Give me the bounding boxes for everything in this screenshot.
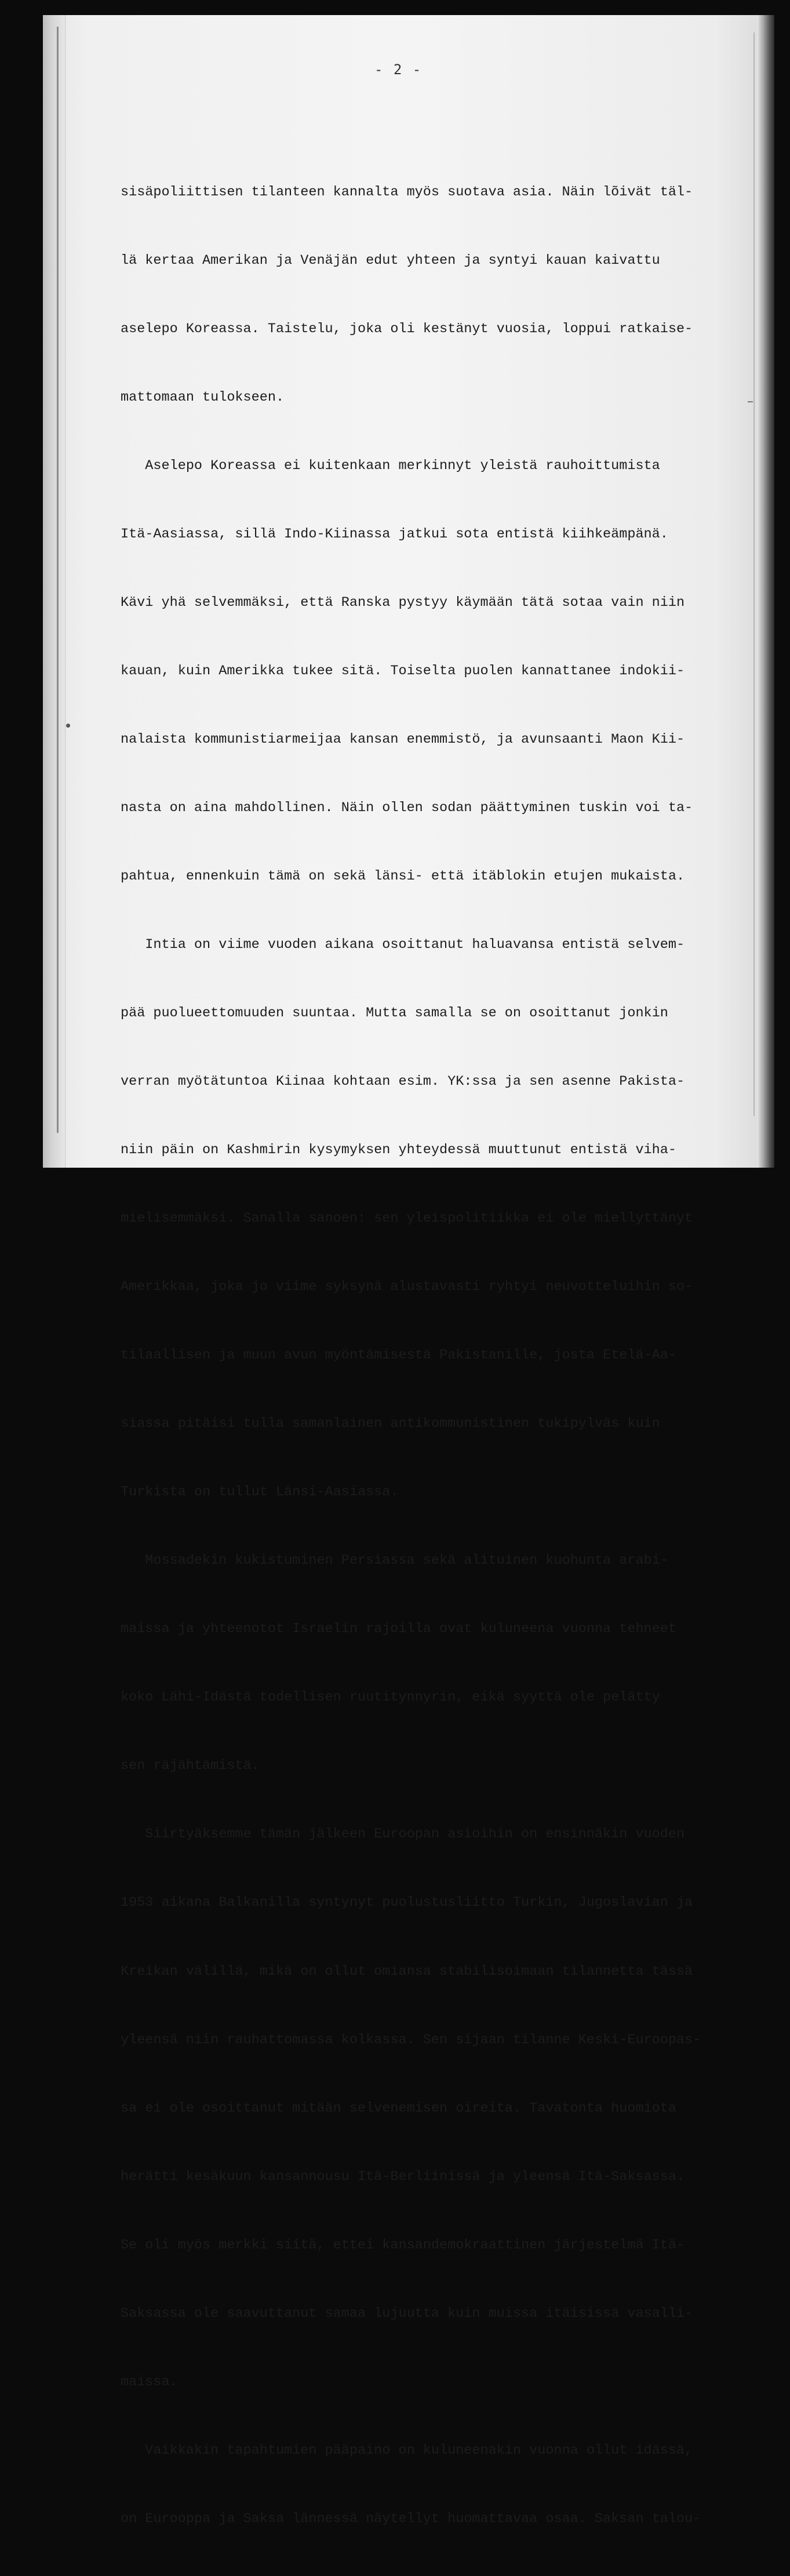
text-line: siassa pitäisi tulla samanlainen antikommunistinen tukipylväs kuin xyxy=(121,1416,660,1432)
text-line: herätti kesäkuun kansannousu Itä-Berliinissä ja yleensä Itä-Saksassa. xyxy=(121,2168,685,2185)
page-binding xyxy=(43,15,65,1168)
text-line: sisäpoliittisen tilanteen kannalta myös suotava asia. Näin lõivät täl- xyxy=(121,184,693,200)
text-line: on Eurooppa ja Saksa lännessä näytellyt huomattavaa osaa. Saksan talou- xyxy=(121,2510,701,2527)
text-line: yleensä niin rauhattomassa kolkassa. Sen sijaan tilanne Keski-Euroopas- xyxy=(121,2032,701,2048)
text-line: sen räjähtämistä. xyxy=(121,1758,260,1774)
text-line: Itä-Aasiassa, sillä Indo-Kiinassa jatkui sota entistä kiihkeämpänä. xyxy=(121,526,668,542)
text-line: tilaallisen ja muun avun myöntämisestä Pakistanille, josta Etelä-Aa- xyxy=(121,1347,676,1364)
text-line: Amerikkaa, joka jo viime syksynä alustavasti ryhtyi neuvotteluihin so- xyxy=(121,1279,693,1295)
text-line: lä kertaa Amerikan ja Venäjän edut yhteen ja syntyi kauan kaivattu xyxy=(121,252,660,268)
document-page xyxy=(43,15,774,2527)
text-line: verran myötätuntoa Kiinaa kohtaan esim. YK:ssa ja sen asenne Pakista- xyxy=(121,1074,685,1090)
text-line: Mossadekin kukistuminen Persiassa sekä alituinen kuohunta arabi- xyxy=(121,1553,668,1569)
text-line: Kävi yhä selvemmäksi, että Ranska pystyy käymään tätä sotaa vain niin xyxy=(121,594,685,611)
text-line: maissa ja yhteenotot Israelin rajoilla ovat kuluneena vuonna tehneet xyxy=(121,1621,676,1637)
body-text xyxy=(121,135,764,2576)
text-line: koko Lähi-Idästä todellisen ruutitynnyrin, eikä syyttä ole pelätty xyxy=(121,1690,660,1706)
text-line: mielisemmäksi. Sanalla sanoen: sen yleispolitiikka ei ole miellyttänyt xyxy=(121,1211,693,1227)
margin-mark xyxy=(66,724,70,728)
binding-line xyxy=(57,27,59,1133)
text-line: Kreikan välillä, mikä on ollut omiansa stabilisoimaan tilannetta tässä xyxy=(121,1963,693,1979)
text-line: Vaikkakin tapahtumien pääpaino on kuluneenakin vuonna ollut idässä, xyxy=(121,2442,693,2458)
text-line: aselepo Koreassa. Taistelu, joka oli kestänyt vuosia, loppui ratkaise- xyxy=(121,321,693,337)
page-number: - 2 - xyxy=(374,61,423,78)
text-line: Turkista on tullut Länsi-Aasiassa. xyxy=(121,1484,399,1500)
text-line: pahtua, ennenkuin tämä on sekä länsi- että itäblokin etujen mukaista. xyxy=(121,869,685,884)
text-line: nalaista kommunistiarmeijaa kansan enemmistö, ja avunsaanti Maon Kii- xyxy=(121,731,685,747)
text-line: Intia on viime vuoden aikana osoittanut haluavansa entistä selvem- xyxy=(121,937,685,953)
text-line: Aselepo Koreassa ei kuitenkaan merkinnyt yleistä rauhoittumista xyxy=(121,457,660,474)
text-line: nasta on aina mahdollinen. Näin ollen sodan päättyminen tuskin voi ta- xyxy=(121,800,693,816)
text-line: Se oli myös merkki siitä, ettei kansandemokraattinen järjestelmä Itä- xyxy=(121,2237,685,2253)
text-line: niin päin on Kashmirin kysymyksen yhteydessä muuttunut entistä viha- xyxy=(121,1142,676,1158)
text-line: pää puolueettomuuden suuntaa. Mutta samalla se on osoittanut jonkin xyxy=(121,1005,668,1022)
text-line: kauan, kuin Amerikka tukee sitä. Toiselta puolen kannattanee indokii- xyxy=(121,663,685,679)
text-line: Siirtyäksemme tämän jälkeen Euroopan asioihin on ensinnäkin vuoden xyxy=(121,1826,685,1843)
text-line: mattomaan tulokseen. xyxy=(121,389,285,405)
text-line: 1953 aikana Balkanilla syntynyt puolustusliitto Turkin, Jugoslavian ja xyxy=(121,1895,693,1911)
text-line: Saksassa ole saavuttanut samaa lujuutta kuin muissa itäisissä vasalli- xyxy=(121,2305,693,2321)
text-line: maissa. xyxy=(121,2374,178,2390)
text-line: sa ei ole osoittanut mitään selvenemisen oireita. Tavatonta huomiota xyxy=(121,2100,676,2116)
